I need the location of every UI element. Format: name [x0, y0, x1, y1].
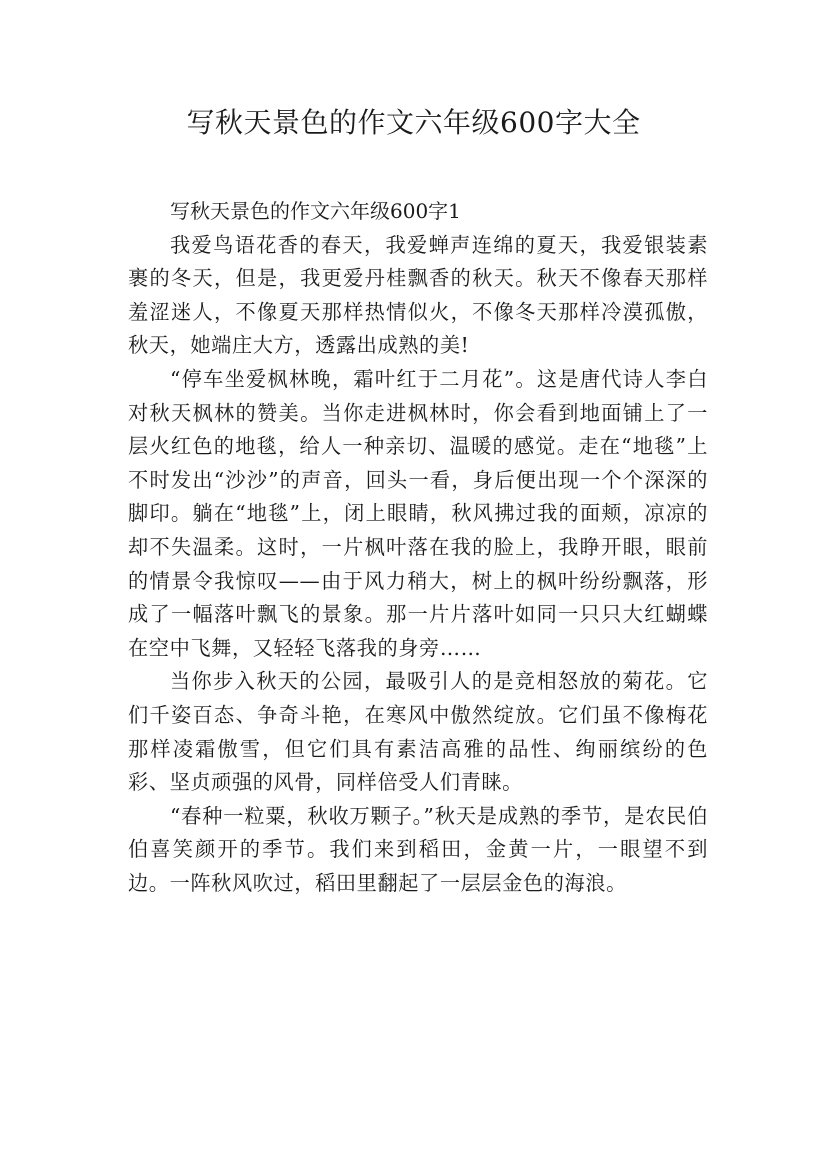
- paragraph-4: “春种一粒粟，秋收万颗子。”秋天是成熟的季节，是农民伯伯喜笑颜开的季节。我们来到稻田，金黄一片，一眼望不到边。一阵秋风吹过，稻田里翻起了一层层金色的海浪。: [128, 803, 708, 895]
- paragraph-2: “停车坐爱枫林晚，霜叶红于二月花”。这是唐代诗人李白对秋天枫林的赞美。当你走进枫林时，你会看到地面铺上了一层火红色的地毯，给人一种亲切、温暖的感觉。走在“地毯”上不时发出“沙沙”的声音，回头一看，身后便出现一个个深深的脚印。躺在“地毯”上，闭上眼睛，秋风拂过我的面颊，凉凉的却不失温柔。这时，一片枫叶落在我的脸上，我睁开眼，眼前的情景令我惊叹——由于风力稍大，树上的枫叶纷纷飘落，形成了一幅落叶飘飞的景象。那一片片落叶如同一只只大红蝴蝶在空中飞舞，又轻轻飞落我的身旁……: [128, 366, 708, 660]
- section-heading: 写秋天景色的作文六年级600字1: [170, 199, 461, 223]
- paragraph-1: 我爱鸟语花香的春天，我爱蝉声连绵的夏天，我爱银装素裹的冬天，但是，我更爱丹桂飘香的秋天。秋天不像春天那样羞涩迷人，不像夏天那样热情似火，不像冬天那样冷漠孤傲，秋天，她端庄大方，透露出成熟的美!: [128, 232, 708, 358]
- paragraph-3: 当你步入秋天的公园，最吸引人的是竞相怒放的菊花。它们千姿百态、争奇斗艳，在寒风中傲然绽放。它们虽不像梅花那样凌霜傲雪，但它们具有素洁高雅的品性、绚丽缤纷的色彩、坚贞顽强的风骨，同样倍受人们青睐。: [128, 669, 708, 795]
- document-body: [128, 195, 708, 900]
- document-title: 写秋天景色的作文六年级600字大全: [186, 106, 641, 139]
